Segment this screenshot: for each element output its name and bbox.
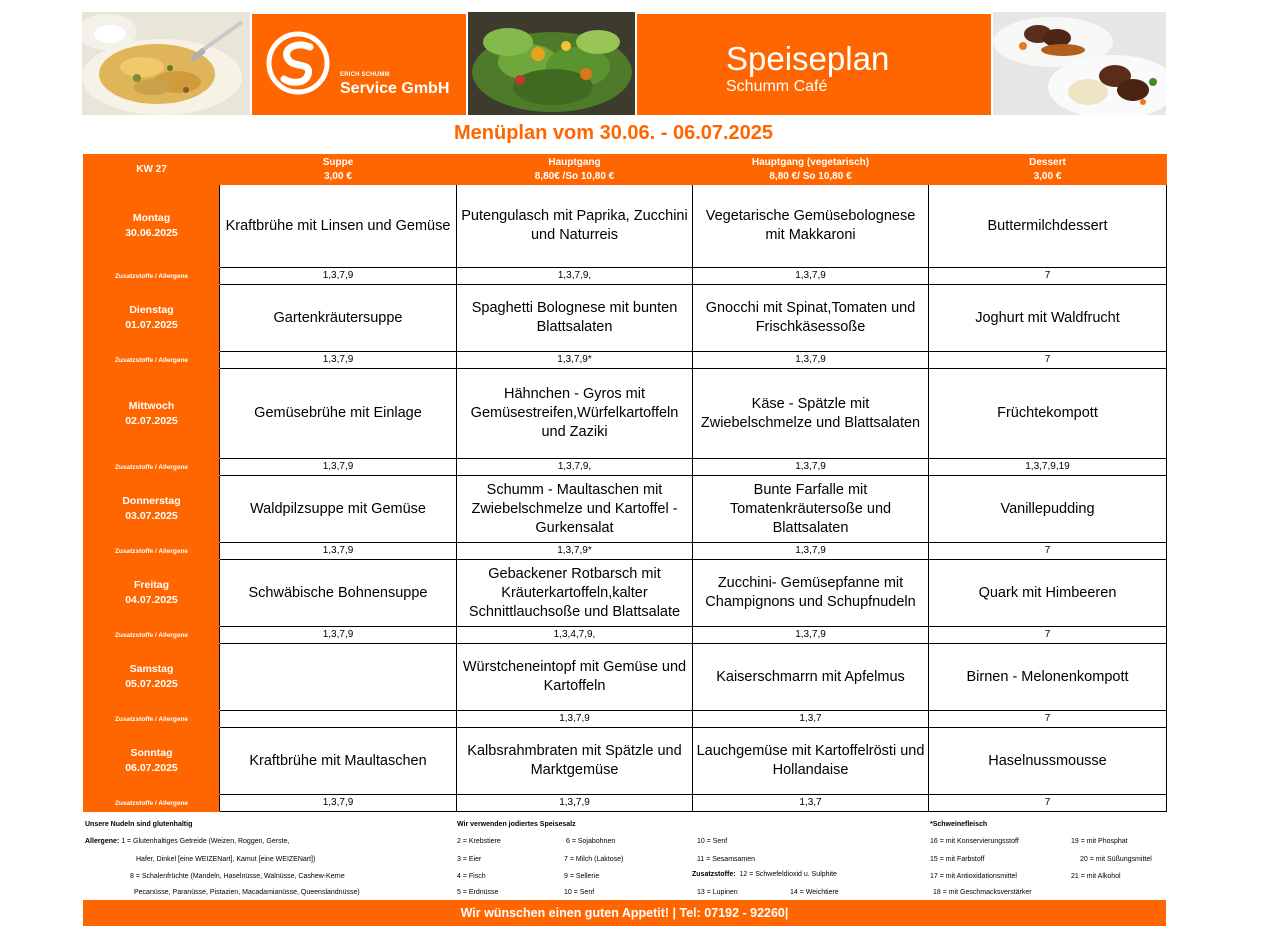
legend-additive-21: 21 = mit Alkohol	[1071, 873, 1121, 880]
legend-additive-15: 15 = mit Farbstoff	[930, 856, 985, 863]
allergen-codes-soup: 1,3,7,9	[220, 627, 457, 644]
allergen-row	[84, 711, 1167, 728]
schumm-logo-icon	[266, 31, 330, 95]
day-name: Montag	[132, 212, 171, 224]
day-date: 01.07.2025	[125, 319, 178, 331]
day-name: Donnerstag	[122, 495, 181, 507]
column-name: Hauptgang	[548, 156, 601, 168]
legend-allergen-1	[85, 838, 289, 845]
dish-soup: Kraftbrühe mit Linsen und Gemüse	[220, 185, 457, 268]
legend-allergens-label: Allergene:	[85, 838, 120, 845]
day-cell	[84, 285, 220, 352]
legend-allergen-3: 3 = Eier	[457, 856, 482, 863]
day-cell	[84, 476, 220, 543]
legend-allergen-11: 11 = Sesamsamen	[697, 856, 756, 863]
allergen-codes-soup	[220, 711, 457, 728]
day-name: Samstag	[129, 663, 174, 675]
column-name: Dessert	[1029, 156, 1066, 168]
legend-pork-note: *Schweinefleisch	[930, 821, 988, 828]
legend-allergen-2: 2 = Krebstiere	[457, 838, 501, 845]
day-row	[84, 369, 1167, 459]
allergen-row	[84, 268, 1167, 285]
dish-soup: Waldpilzsuppe mit Gemüse	[220, 476, 457, 543]
day-cell	[84, 560, 220, 627]
dish-soup	[220, 644, 457, 711]
day-date: 06.07.2025	[125, 762, 178, 774]
page-title: Speiseplan	[726, 40, 890, 77]
day-date: 03.07.2025	[125, 510, 178, 522]
day-cell	[84, 185, 220, 268]
allergen-codes-dessert: 7	[929, 268, 1167, 285]
dish-vegetarian: Vegetarische Gemüsebolognese mit Makkaroni	[693, 185, 929, 268]
dish-main: Schumm - Maultaschen mit Zwiebelschmelze und Kartoffel - Gurkensalat	[457, 476, 693, 543]
day-cell	[84, 644, 220, 711]
column-header-dessert	[929, 155, 1167, 185]
day-name: Freitag	[133, 579, 169, 591]
allergen-codes-main: 1,3,7,9	[457, 711, 693, 728]
dish-vegetarian: Zucchini- Gemüsepfanne mit Champignons und Schupfnudeln	[693, 560, 929, 627]
dish-vegetarian: Gnocchi mit Spinat,Tomaten und Frischkäsessoße	[693, 285, 929, 352]
day-date: 05.07.2025	[125, 678, 178, 690]
column-header-soup	[220, 155, 457, 185]
allergen-codes-soup: 1,3,7,9	[220, 352, 457, 369]
allergen-codes-vegetarian: 1,3,7,9	[693, 352, 929, 369]
allergen-codes-main: 1,3,7,9,	[457, 268, 693, 285]
allergen-codes-dessert: 7	[929, 711, 1167, 728]
allergen-row	[84, 627, 1167, 644]
legend-text: 12 = Schwefeldioxid u. Sulphite	[739, 871, 837, 878]
day-name: Sonntag	[130, 747, 173, 759]
dish-dessert: Birnen - Melonenkompott	[929, 644, 1167, 711]
allergen-row	[84, 352, 1167, 369]
table-header-row	[84, 155, 1167, 185]
day-row	[84, 728, 1167, 795]
allergen-codes-vegetarian: 1,3,7,9	[693, 627, 929, 644]
menu-date-heading: Menüplan vom 30.06. - 06.07.2025	[454, 122, 774, 144]
allergen-codes-vegetarian: 1,3,7,9	[693, 543, 929, 560]
photo-salad	[468, 12, 635, 115]
page-subtitle: Schumm Café	[726, 78, 828, 95]
day-row	[84, 185, 1167, 268]
legend-allergen-8-cont: Pecanüsse, Paranüsse, Pistazien, Macadamianüsse, Queenslandnüsse)	[134, 889, 360, 896]
dish-main: Kalbsrahmbraten mit Spätzle und Marktgemüse	[457, 728, 693, 795]
allergen-codes-vegetarian: 1,3,7	[693, 795, 929, 812]
legend-allergen-10: 10 = Senf	[564, 889, 595, 896]
legend-noodles-note: Unsere Nudeln sind glutenhaltig	[85, 821, 193, 828]
allergen-codes-soup: 1,3,7,9	[220, 459, 457, 476]
dish-main: Spaghetti Bolognese mit bunten Blattsalaten	[457, 285, 693, 352]
dish-vegetarian: Bunte Farfalle mit Tomatenkräutersoße und Blattsalaten	[693, 476, 929, 543]
legend-allergen-4: 4 = Fisch	[457, 873, 486, 880]
allergen-codes-main: 1,3,7,9*	[457, 543, 693, 560]
dish-soup: Gartenkräutersuppe	[220, 285, 457, 352]
allergen-codes-soup: 1,3,7,9	[220, 543, 457, 560]
photo-meat-dish	[993, 12, 1166, 115]
legend-additive-16: 16 = mit Konservierungsstoff	[930, 838, 1019, 845]
day-row	[84, 560, 1167, 627]
allergen-row	[84, 795, 1167, 812]
allergen-codes-dessert: 1,3,7,9,19	[929, 459, 1167, 476]
legend-allergen-1-cont: Hafer, Dinkel [eine WEIZENart], Kamut [eine WEIZENart])	[136, 856, 316, 863]
dish-main: Hähnchen - Gyros mit Gemüsestreifen,Würfelkartoffeln und Zaziki	[457, 369, 693, 459]
column-price: 8,80 €/ So 10,80 €	[769, 170, 852, 182]
allergen-codes-dessert: 7	[929, 627, 1167, 644]
dish-vegetarian: Käse - Spätzle mit Zwiebelschmelze und Blattsalaten	[693, 369, 929, 459]
legend-allergen-5: 5 = Erdnüsse	[457, 889, 499, 896]
allergen-codes-soup: 1,3,7,9	[220, 795, 457, 812]
dish-main: Würstcheneintopf mit Gemüse und Kartoffeln	[457, 644, 693, 711]
legend-additive-12	[692, 871, 837, 878]
legend-additive-19: 19 = mit Phosphat	[1071, 838, 1128, 845]
allergen-codes-vegetarian: 1,3,7	[693, 711, 929, 728]
day-date: 02.07.2025	[125, 414, 178, 427]
legend-allergen-8: 8 = Schalenfrüchte (Mandeln, Haselnüsse, Walnüsse, Cashew-Kerne	[130, 873, 345, 880]
allergen-label: Zusatzstoffe / Allergene	[84, 268, 220, 285]
legend-allergen-10a: 10 = Senf	[697, 838, 728, 845]
column-price: 3,00 €	[1033, 170, 1062, 182]
allergen-codes-dessert: 7	[929, 795, 1167, 812]
allergen-codes-main: 1,3,7,9*	[457, 352, 693, 369]
day-row	[84, 476, 1167, 543]
title-banner	[637, 14, 991, 115]
day-date: 04.07.2025	[125, 594, 178, 606]
legend-additive-17: 17 = mit Antioxidationsmittel	[930, 873, 1017, 880]
legend-allergen-14: 14 = Weichtiere	[790, 889, 839, 896]
week-number: KW 27	[84, 155, 220, 185]
allergen-codes-vegetarian: 1,3,7,9	[693, 268, 929, 285]
column-name: Suppe	[322, 156, 354, 168]
legend-allergen-13: 13 = Lupinen	[697, 889, 738, 896]
day-cell	[84, 369, 220, 459]
day-name: Dienstag	[129, 304, 174, 316]
legend-additives-label: Zusatzstoffe:	[692, 871, 736, 878]
dish-dessert: Früchtekompott	[929, 369, 1167, 459]
allergen-codes-main: 1,3,7,9,	[457, 459, 693, 476]
legend-salt-note: Wir verwenden jodiertes Speisesalz	[457, 821, 576, 828]
column-name: Hauptgang (vegetarisch)	[751, 156, 870, 168]
allergen-row	[84, 543, 1167, 560]
company-logo	[252, 14, 466, 115]
dish-vegetarian: Lauchgemüse mit Kartoffelrösti und Hollandaise	[693, 728, 929, 795]
dish-main: Gebackener Rotbarsch mit Kräuterkartoffeln,kalter Schnittlauchsoße und Blattsalate	[457, 560, 693, 627]
allergen-label: Zusatzstoffe / Allergene	[84, 459, 220, 476]
dish-vegetarian: Kaiserschmarrn mit Apfelmus	[693, 644, 929, 711]
allergen-row	[84, 459, 1167, 476]
legend-additive-18: 18 = mit Geschmacksverstärker	[933, 889, 1032, 896]
legend-allergen-6: 6 = Sojabohnen	[566, 838, 616, 845]
column-header-vegetarian	[693, 155, 929, 185]
dish-soup: Kraftbrühe mit Maultaschen	[220, 728, 457, 795]
allergen-codes-vegetarian: 1,3,7,9	[693, 459, 929, 476]
allergen-label: Zusatzstoffe / Allergene	[84, 543, 220, 560]
dish-soup: Schwäbische Bohnensuppe	[220, 560, 457, 627]
allergen-label: Zusatzstoffe / Allergene	[84, 627, 220, 644]
company-name-small: ERICH SCHUMM	[340, 72, 390, 78]
dish-main: Putengulasch mit Paprika, Zucchini und Naturreis	[457, 185, 693, 268]
dish-dessert: Buttermilchdessert	[929, 185, 1167, 268]
day-cell	[84, 728, 220, 795]
day-name: Mittwoch	[128, 399, 175, 412]
allergen-codes-soup: 1,3,7,9	[220, 268, 457, 285]
legend-allergen-7: 7 = Milch (Laktose)	[564, 856, 624, 863]
allergen-codes-main: 1,3,4,7,9,	[457, 627, 693, 644]
menu-table	[83, 154, 1167, 812]
day-date: 30.06.2025	[125, 227, 178, 239]
company-name: Service GmbH	[340, 80, 450, 97]
dish-dessert: Joghurt mit Waldfrucht	[929, 285, 1167, 352]
column-price: 8,80€ /So 10,80 €	[534, 170, 615, 182]
day-row	[84, 285, 1167, 352]
legend-allergen-9: 9 = Sellerie	[564, 873, 600, 880]
allergen-label: Zusatzstoffe / Allergene	[84, 711, 220, 728]
dish-soup: Gemüsebrühe mit Einlage	[220, 369, 457, 459]
column-price: 3,00 €	[324, 170, 352, 182]
allergen-codes-dessert: 7	[929, 543, 1167, 560]
footer-bar: Wir wünschen einen guten Appetit! | Tel: 07192 - 92260|	[83, 900, 1166, 926]
legend-additive-20: 20 = mit Süßungsmittel	[1080, 856, 1152, 863]
allergen-label: Zusatzstoffe / Allergene	[84, 795, 220, 812]
dish-dessert: Quark mit Himbeeren	[929, 560, 1167, 627]
day-row	[84, 644, 1167, 711]
allergen-codes-main: 1,3,7,9	[457, 795, 693, 812]
column-header-main	[457, 155, 693, 185]
allergen-codes-dessert: 7	[929, 352, 1167, 369]
legend-text: 1 = Glutenhaltiges Getreide (Weizen, Roggen, Gerste,	[121, 838, 290, 845]
dish-dessert: Haselnussmousse	[929, 728, 1167, 795]
allergen-label: Zusatzstoffe / Allergene	[84, 352, 220, 369]
dish-dessert: Vanillepudding	[929, 476, 1167, 543]
photo-pasta-dish	[82, 12, 250, 115]
